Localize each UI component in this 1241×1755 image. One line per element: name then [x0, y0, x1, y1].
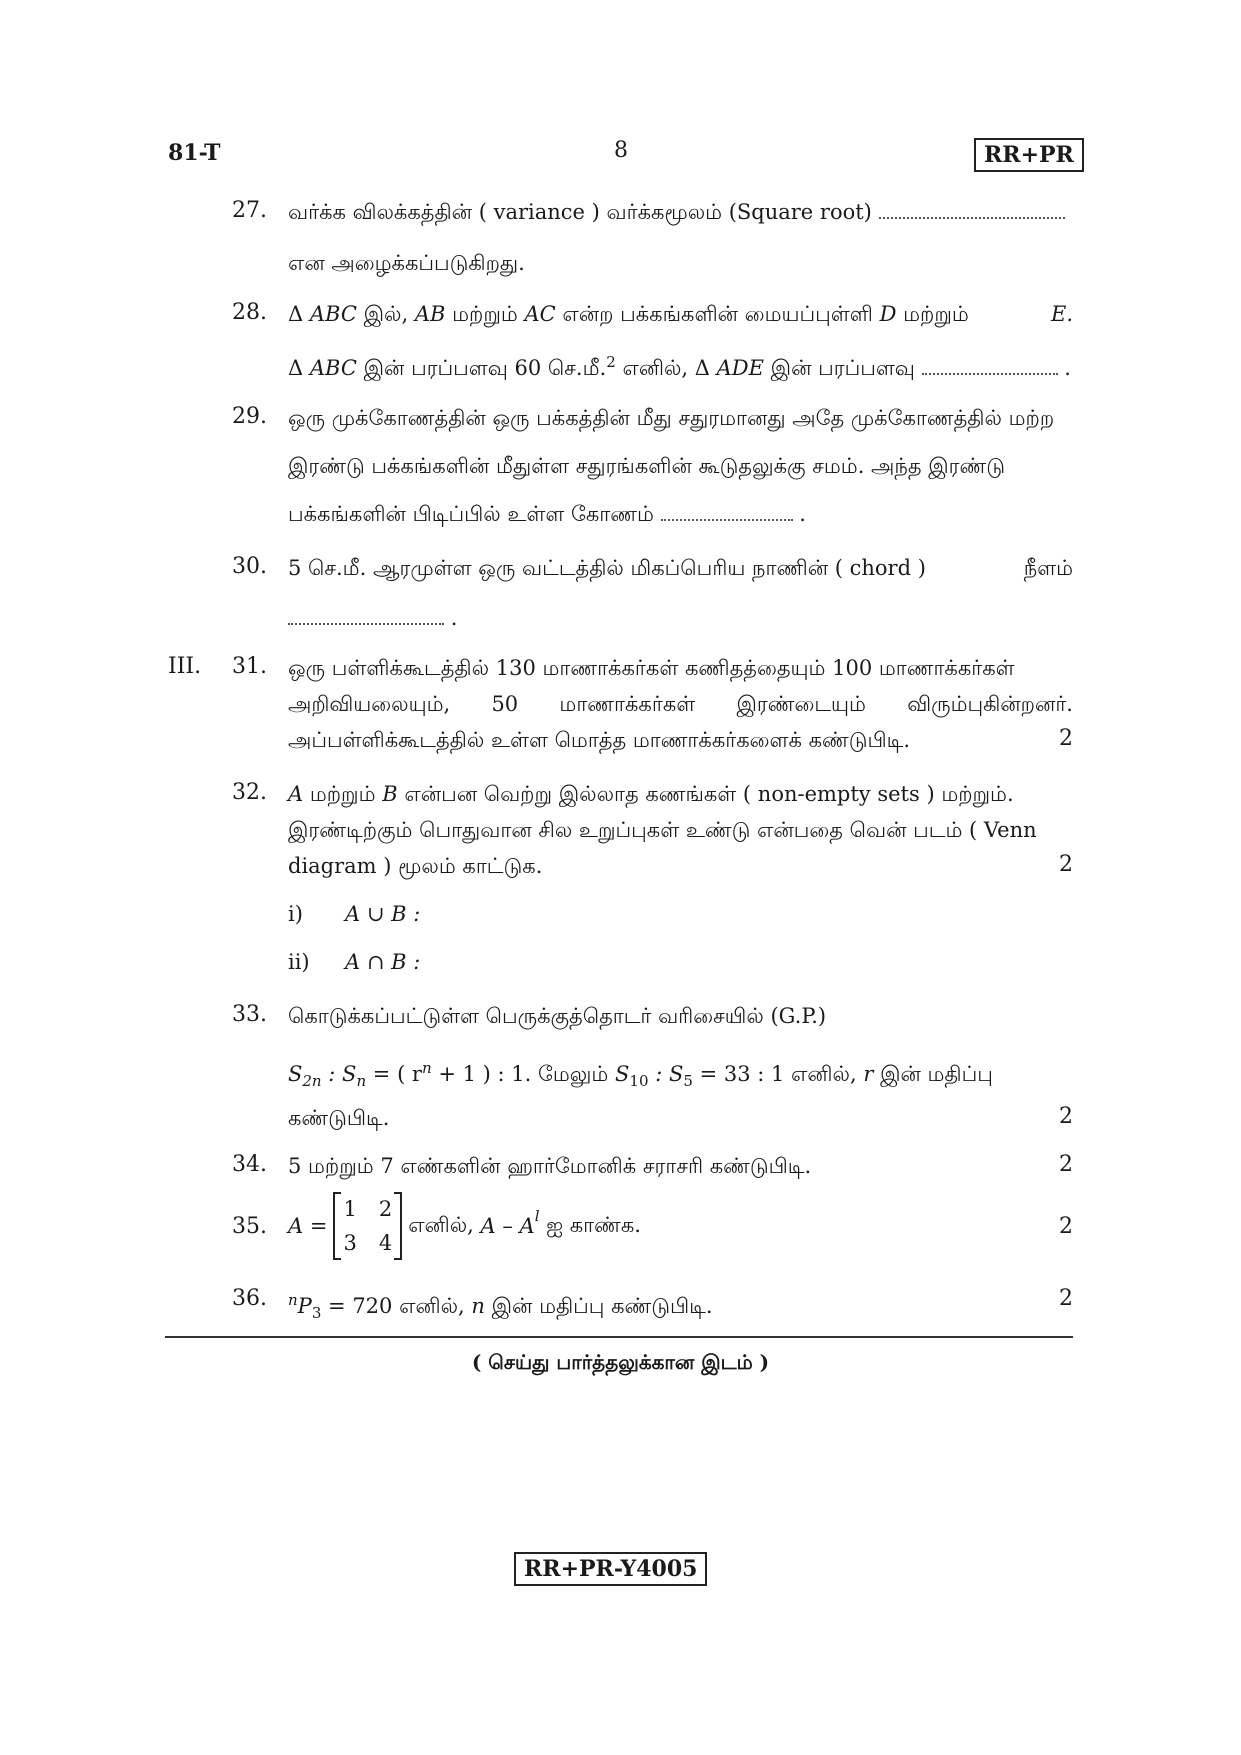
question-30-line-1: 5 செ.மீ. ஆரமுள்ள ஒரு வட்டத்தில் மிகப்பெரிய நாணின் ( chord ) நீளம் [288, 556, 1073, 580]
question-number-36: 36. [232, 1286, 267, 1311]
rough-work-heading: ( செய்து பார்த்தலுக்கான இடம் ) [471, 1350, 770, 1374]
matrix-cell: 1 [343, 1197, 357, 1221]
question-31-line-1: ஒரு பள்ளிக்கூடத்தில் 130 மாணாக்கர்கள் கணிதத்தையும் 100 மாணாக்கர்கள் [288, 656, 1015, 680]
series-code-box: RR+PR [974, 138, 1084, 172]
paper-code: 81-T [168, 140, 221, 166]
footer-code-box: RR+PR-Y4005 [514, 1552, 707, 1586]
question-32-line-3: diagram ) மூலம் காட்டுக. [288, 854, 543, 878]
question-32-line-2: இரண்டிற்கும் பொதுவான சில உறுப்புகள் உண்டு என்பதை வென் படம் ( Venn [288, 818, 1037, 842]
question-28-line-1: Δ ABC இல், AB மற்றும் AC என்ற பக்கங்களின் மையப்புள்ளி D மற்றும் E. [288, 302, 1073, 326]
question-number-31: 31. [232, 654, 267, 679]
question-29-line-1: ஒரு முக்கோணத்தின் ஒரு பக்கத்தின் மீது சதுரமானது அதே முக்கோணத்தில் மற்ற [288, 406, 1055, 430]
question-31-marks: 2 [1059, 726, 1073, 751]
question-27-line-2: என அழைக்கப்படுகிறது. [288, 251, 525, 275]
question-number-35: 35. [232, 1214, 267, 1239]
question-number-33: 33. [232, 1002, 267, 1027]
question-33-line-1: கொடுக்கப்பட்டுள்ள பெருக்குத்தொடர் வரிசையில் (G.P.) [288, 1004, 827, 1028]
question-31-line-3: அப்பள்ளிக்கூடத்தில் உள்ள மொத்த மாணாக்கர்களைக் கண்டுபிடி. [288, 728, 911, 752]
question-number-28: 28. [232, 300, 267, 325]
question-32-line-1: A மற்றும் B என்பன வெற்று இல்லாத கணங்கள் ( non-empty sets ) மற்றும். [288, 782, 1014, 806]
question-number-27: 27. [232, 198, 267, 223]
sub-item-i-label: i) [288, 902, 303, 926]
question-number-30: 30. [232, 554, 267, 579]
question-34-marks: 2 [1059, 1152, 1073, 1177]
matrix-cell: 3 [343, 1231, 357, 1255]
question-35-line-1: A = 1 2 3 4 எனில், A – A $^l$ ஐ காண்க. [288, 1190, 641, 1262]
question-31-line-2: அறிவியலையும், 50 மாணாக்கர்கள் இரண்டையும் விரும்புகின்றனர். [288, 692, 1073, 716]
question-35-marks: 2 [1059, 1214, 1073, 1239]
question-36-marks: 2 [1059, 1286, 1073, 1311]
divider [165, 1336, 1073, 1338]
sub-item-ii-label: ii) [288, 950, 310, 974]
question-number-32: 32. [232, 780, 267, 805]
question-30-line-2: . [288, 600, 1073, 636]
question-32-marks: 2 [1059, 852, 1073, 877]
sub-item-i-expression: A ∪ B : [345, 902, 421, 926]
section-label: III. [168, 654, 202, 679]
question-27-line-1: வர்க்க விலக்கத்தின் ( variance ) வர்க்கமூலம் (Square root) [288, 194, 1073, 230]
question-28-line-2: Δ ABC இன் பரப்பளவு 60 செ.மீ.$^2$ எனில், Δ ADE இன் பரப்பளவு . [288, 353, 1071, 380]
question-number-29: 29. [232, 404, 267, 429]
matrix-A [333, 1192, 402, 1260]
question-36-line-1: $^nP_3 = 720$ எனில், n இன் மதிப்பு கண்டுபிடி. [288, 1291, 713, 1323]
matrix-cell: 2 [378, 1197, 393, 1221]
question-number-34: 34. [232, 1152, 267, 1177]
sub-item-ii-expression: A ∩ B : [345, 950, 421, 974]
question-33-marks: 2 [1059, 1104, 1073, 1129]
question-33-line-2: $S_{2n}$ : $S_n$ = ( $r^n + 1$ ) : 1. மேலும் $S_{10}$ : $S_5 = 33$ : 1 எனில், r இன் மதிப்பு [288, 1059, 993, 1091]
question-29-line-3: பக்கங்களின் பிடிப்பில் உள்ள கோணம் . [288, 502, 806, 526]
question-33-line-3: கண்டுபிடி. [288, 1106, 390, 1130]
matrix-cell: 4 [378, 1231, 393, 1255]
page-number: 8 [614, 138, 628, 163]
question-29-line-2: இரண்டு பக்கங்களின் மீதுள்ள சதுரங்களின் கூடுதலுக்கு சமம். அந்த இரண்டு [288, 454, 1005, 478]
question-34-line-1: 5 மற்றும் 7 எண்களின் ஹார்மோனிக் சராசரி கண்டுபிடி. [288, 1154, 812, 1178]
